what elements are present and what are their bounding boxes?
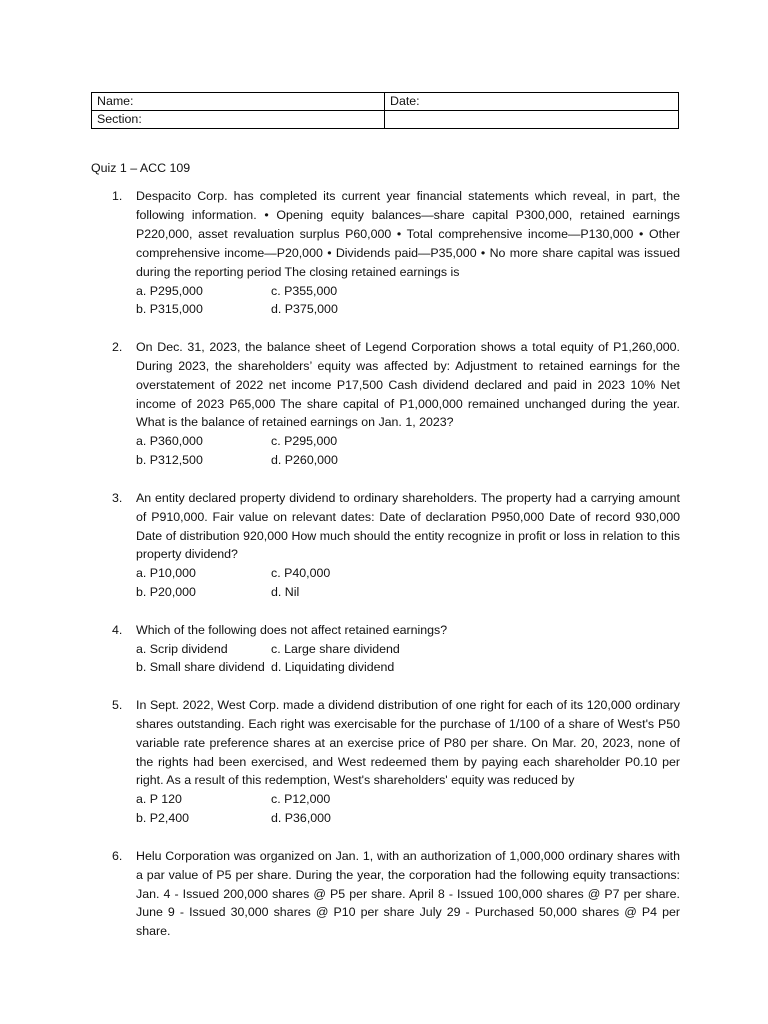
choice-c: c. P355,000 [271, 283, 338, 298]
question-text: Which of the following does not affect retained earnings? [136, 622, 448, 637]
choice-a: a. P10,000 [136, 566, 196, 581]
question-number: 1. [112, 189, 123, 203]
question-number: 4. [112, 622, 123, 637]
question-2 [112, 338, 680, 470]
blank-cell[interactable] [385, 111, 679, 129]
question-text: Helu Corporation was organized on Jan. 1, with an authorization of 1,000,000 ordinary shares with a par value of P5 per share. During the year, the corporation had the following equity transactions: Jan. 4 - Issued 200,000 shares @ P5 per share. April 8 - Issued 100,000 shares @ P7 per share. June 9 - Issued 30,000 shares @ P10 per share July 29 - Purchased 50,000 shares @ P4 per share. [136, 848, 680, 939]
choice-c: c. Large share dividend [271, 641, 400, 656]
choice-d: d. Liquidating dividend [271, 660, 395, 675]
question-number: 3. [112, 490, 123, 505]
question-4 [112, 621, 680, 678]
section-label: Section: [97, 112, 142, 126]
question-1 [112, 187, 680, 319]
name-cell[interactable] [92, 93, 385, 111]
question-text: On Dec. 31, 2023, the balance sheet of Legend Corporation shows a total equity of P1,260,000. During 2023, the shareholders’ equity was affected by: Adjustment to retained earnings for the overstatement of 2022 net income P17,500 Cash dividend declared and paid in 2023 10% Net income of 2023 P65,000 The share capital of P1,000,000 remained unchanged during the year. What is the balance of retained earnings on Jan. 1, 2023? [136, 339, 680, 430]
question-number: 2. [112, 339, 123, 354]
choice-d: d. P36,000 [271, 811, 331, 826]
choice-b: b. P315,000 [136, 302, 203, 317]
choice-a: a. P360,000 [136, 434, 203, 449]
choice-d: d. P260,000 [271, 453, 338, 468]
question-text: Despacito Corp. has completed its current year financial statements which reveal, in part, the following information. • Opening equity balances—share capital P300,000, retained earnings P220,000, asset revaluation surplus P60,000 • Total comprehensive income—P130,000 • Other comprehensive income—P20,000 • Dividends paid—P35,000 • No more share capital was issued during the reporting period The closing retained earnings is [136, 189, 680, 279]
question-3 [112, 489, 680, 602]
choice-c: c. P12,000 [271, 792, 331, 807]
student-info-table [91, 92, 679, 129]
question-6 [112, 847, 680, 942]
choice-a: a. P295,000 [136, 283, 203, 298]
question-text: In Sept. 2022, West Corp. made a dividend distribution of one right for each of its 120,000 ordinary shares outstanding. Each right was exercisable for the purchase of 1/100 of a share of West's P50 variable rate preference shares at an exercise price of P80 per share. On Mar. 20, 2023, none of the rights had been exercised, and West redeemed them by paying each shareholder P0.10 per right. As a result of this redemption, West's shareholders' equity was reduced by [136, 697, 680, 788]
choice-b: b. P20,000 [136, 585, 196, 600]
choice-c: c. P40,000 [271, 566, 331, 581]
date-label: Date: [390, 94, 420, 108]
choice-b: b. P2,400 [136, 811, 190, 826]
question-5 [112, 696, 680, 828]
choice-b: b. P312,500 [136, 453, 203, 468]
date-cell[interactable] [385, 93, 679, 111]
quiz-title: Quiz 1 – ACC 109 [91, 161, 191, 175]
choices [136, 640, 680, 678]
choices [136, 282, 680, 320]
choices [136, 790, 680, 828]
choice-d: d. Nil [271, 585, 300, 600]
name-label: Name: [97, 94, 134, 108]
question-number: 5. [112, 697, 123, 712]
choice-b: b. Small share dividend [136, 660, 265, 675]
question-list [112, 187, 680, 960]
question-number: 6. [112, 848, 123, 863]
choice-a: a. Scrip dividend [136, 641, 228, 656]
section-cell[interactable] [92, 111, 385, 129]
question-text: An entity declared property dividend to ordinary shareholders. The property had a carrying amount of P910,000. Fair value on relevant dates: Date of declaration P950,000 Date of record 930,000 Date of distribution 920,000 How much should the entity recognize in profit or loss in relation to this property dividend? [136, 490, 680, 562]
choice-c: c. P295,000 [271, 434, 338, 449]
choices [136, 564, 680, 602]
choice-a: a. P 120 [136, 792, 182, 807]
choices [136, 432, 680, 470]
choice-d: d. P375,000 [271, 302, 338, 317]
